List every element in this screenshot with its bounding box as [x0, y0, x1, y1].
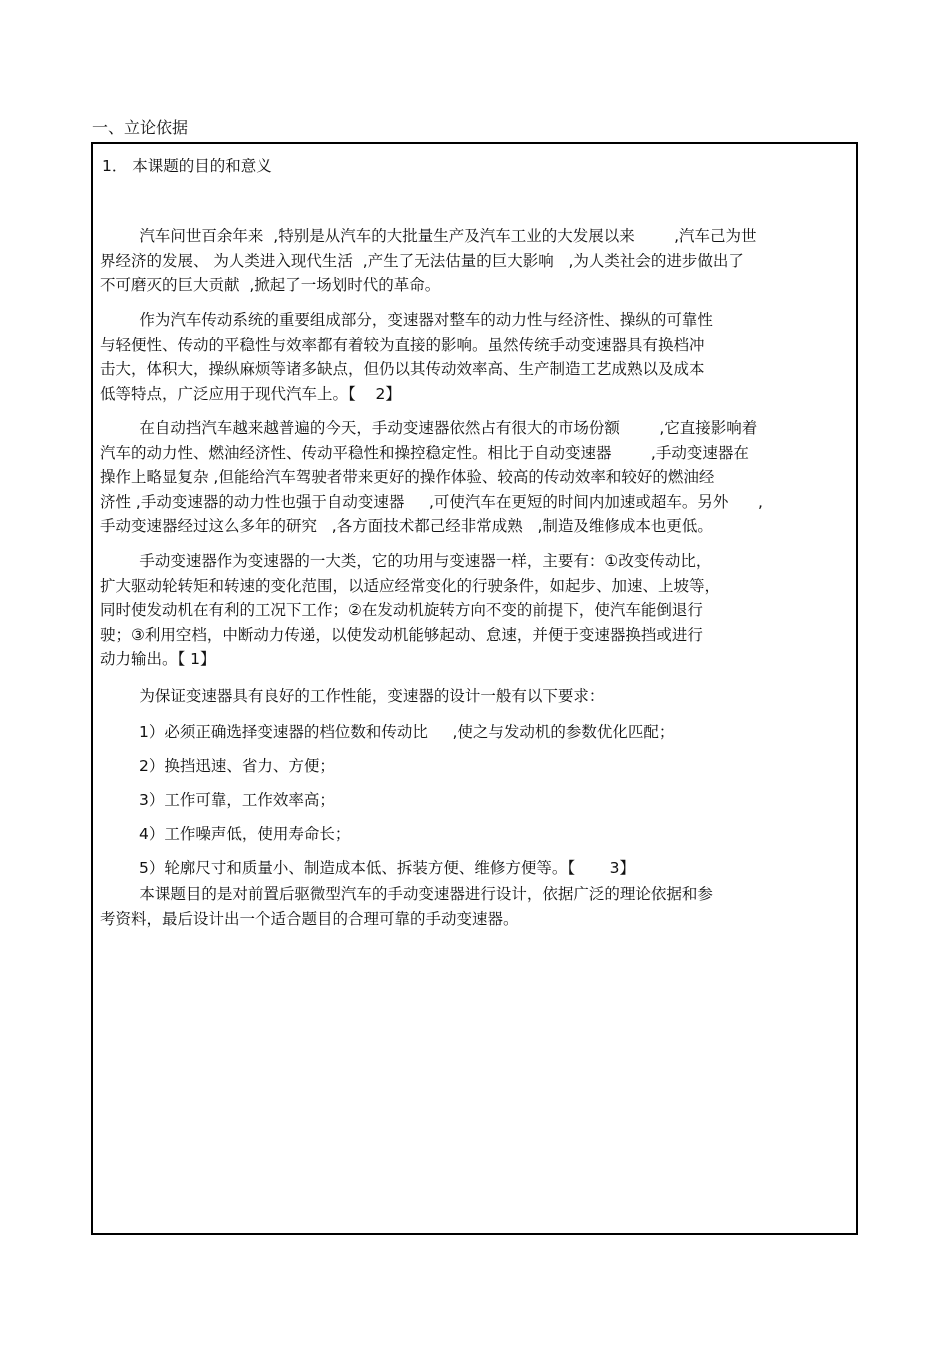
- paragraph-line: 低等特点，广泛应用于现代汽车上。【 2】: [100, 384, 401, 403]
- requirement-item: 5）轮廓尺寸和质量小、制造成本低、拆装方便、维修方便等。【 3】: [139, 859, 635, 877]
- paragraph-line: 济性 ,手动变速器的动力性也强于自动变速器 ,可使汽车在更短的时间内加速或超车。另外 ,: [100, 492, 763, 511]
- paragraph-line: 考资料，最后设计出一个适合题目的合理可靠的手动变速器。: [100, 909, 519, 928]
- paragraph: [100, 308, 713, 406]
- paragraph-line: 手动变速器经过这么多年的研究 ,各方面技术都己经非常成熟 ,制造及维修成本也更低。: [100, 517, 713, 535]
- paragraph: [100, 684, 604, 709]
- paragraph-line: 手动变速器作为变速器的一大类，它的功用与变速器一样，主要有：①改变传动比，: [100, 552, 712, 570]
- requirement-item: 1）必须正确选择变速器的档位数和传动比 ,使之与发动机的参数优化匹配；: [139, 723, 675, 741]
- paragraph: [100, 224, 757, 298]
- sub-heading: 1． 本课题的目的和意义: [102, 157, 272, 175]
- paragraph-line: 为保证变速器具有良好的工作性能，变速器的设计一般有以下要求：: [100, 687, 605, 705]
- paragraph-line: 同时使发动机在有利的工况下工作；②在发动机旋转方向不变的前提下，使汽车能倒退行: [100, 601, 703, 619]
- content-frame: [91, 142, 858, 1235]
- paragraph-line: 汽车的动力性、燃油经济性、传动平稳性和操控稳定性。相比于自动变速器 ,手动变速器在: [100, 443, 749, 462]
- paragraph-line: 汽车问世百余年来 ,特别是从汽车的大批量生产及汽车工业的大发展以来 ,汽车己为世: [100, 227, 757, 245]
- conclusion-paragraph: [100, 882, 713, 931]
- paragraph-line: 不可磨灭的巨大贡献 ,掀起了一场划时代的革命。: [100, 276, 441, 294]
- requirement-item: 3）工作可靠，工作效率高；: [139, 791, 335, 809]
- paragraph-line: 扩大驱动轮转矩和转速的变化范围，以适应经常变化的行驶条件，如起步、加速、上坡等，: [100, 576, 721, 595]
- requirement-item: 2）换挡迅速、省力、方便；: [139, 757, 335, 775]
- paragraph-line: 与轻便性、传动的平稳性与效率都有着较为直接的影响。虽然传统手动变速器具有换档冲: [100, 335, 705, 354]
- paragraph-line: 界经济的发展、 为人类进入现代生活 ,产生了无法估量的巨大影响 ,为人类社会的进步做出了: [100, 251, 744, 270]
- paragraph-line: 击大，体积大，操纵麻烦等诸多缺点，但仍以其传动效率高、生产制造工艺成熟以及成本: [100, 360, 705, 378]
- paragraph-line: 操作上略显复杂 ,但能给汽车驾驶者带来更好的操作体验、较高的传动效率和较好的燃油经: [100, 468, 715, 486]
- paragraph-line: 在自动挡汽车越来越普遍的今天，手动变速器依然占有很大的市场份额 ,它直接影响着: [100, 419, 758, 437]
- section-heading: 一、立论依据: [92, 118, 189, 137]
- paragraph: [100, 416, 763, 539]
- paragraph: [100, 549, 720, 672]
- paragraph-line: 作为汽车传动系统的重要组成部分，变速器对整车的动力性与经济性、操纵的可靠性: [100, 311, 713, 329]
- paragraph-line: 驶；③利用空档，中断动力传递，以使发动机能够起动、怠速，并便于变速器换挡或进行: [100, 625, 703, 644]
- paragraph-line: 动力输出。【 1】: [100, 650, 216, 668]
- requirement-item: 4）工作噪声低，使用寿命长；: [139, 825, 351, 843]
- paragraph-line: 本课题目的是对前置后驱微型汽车的手动变速器进行设计，依据广泛的理论依据和参: [100, 885, 713, 903]
